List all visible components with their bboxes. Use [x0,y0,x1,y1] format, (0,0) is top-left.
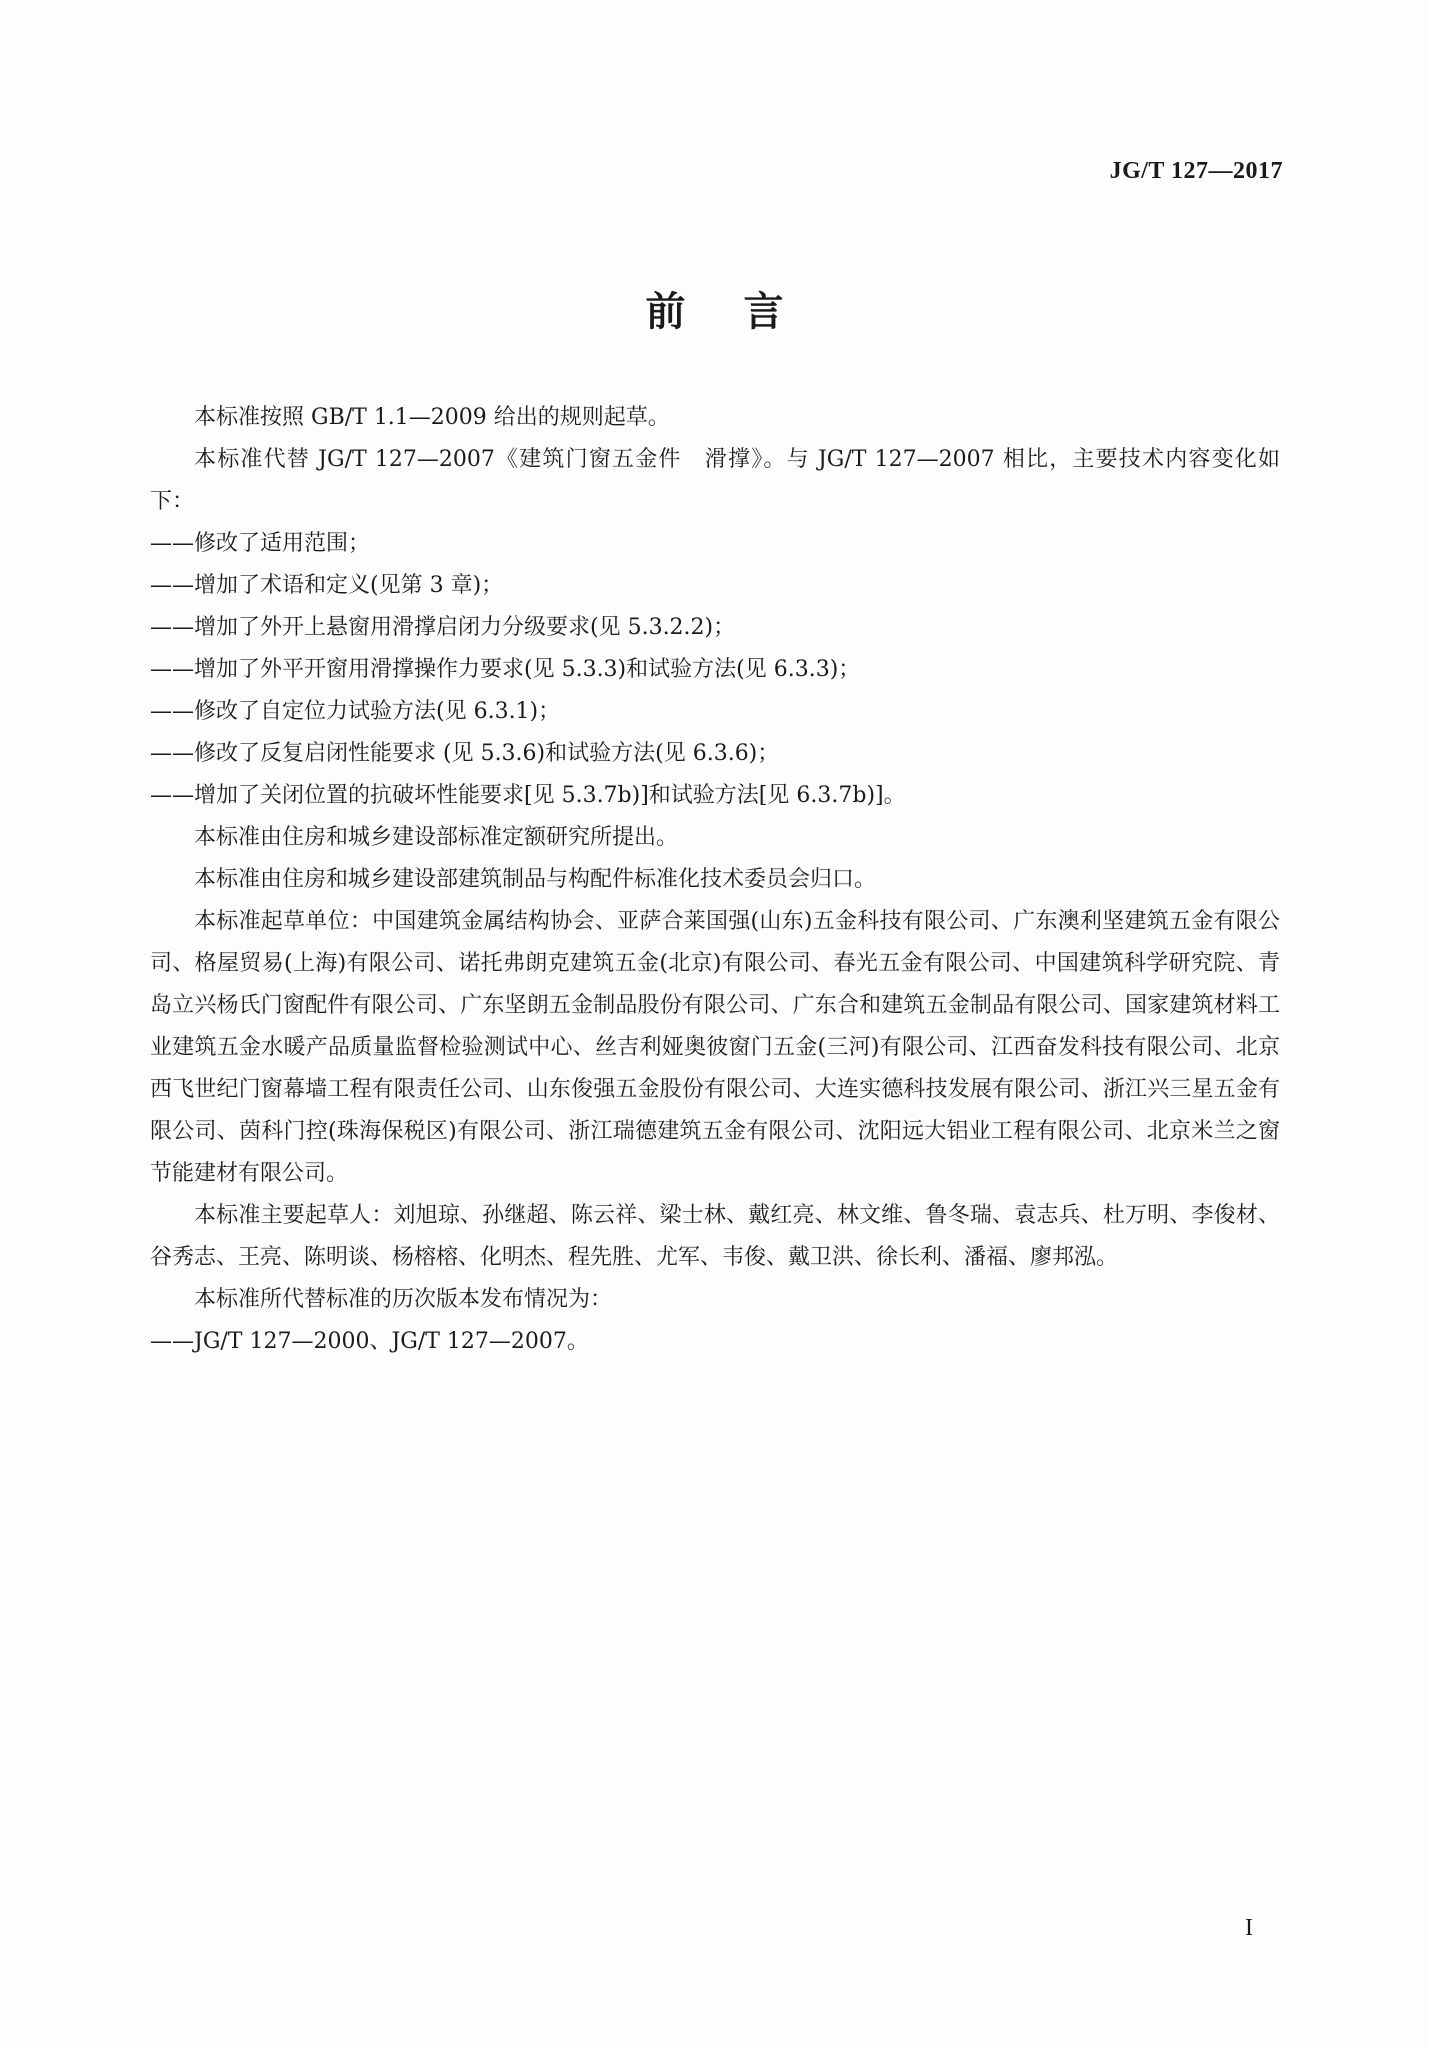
page-number: I [1245,1915,1253,1941]
change-item: ——修改了适用范围； [150,531,371,556]
standard-code: JG/T 127—2017 [1109,158,1283,184]
changes-list [150,523,1280,817]
change-item: ——增加了外平开窗用滑撑操作力要求(见 5.3.3)和试验方法(见 6.3.3)； [150,657,861,682]
administrator-paragraph: 本标准由住房和城乡建设部建筑制品与构配件标准化技术委员会归口。 [194,867,877,892]
history-intro-paragraph: 本标准所代替标准的历次版本发布情况为： [194,1287,613,1312]
change-item: ——修改了反复启闭性能要求 (见 5.3.6)和试验方法(见 6.3.6)； [150,741,780,766]
change-item: ——增加了关闭位置的抗破坏性能要求[见 5.3.7b)]和试验方法[见 6.3.7b)]。 [150,783,906,808]
proposer-paragraph: 本标准由住房和城乡建设部标准定额研究所提出。 [194,825,679,850]
page-title: 前言 [645,289,842,335]
change-item: ——增加了外开上悬窗用滑撑启闭力分级要求(见 5.3.2.2)； [150,615,736,640]
history-versions-item: ——JG/T 127—2000、JG/T 127—2007。 [150,1329,589,1354]
document-body [150,397,1280,1363]
drafting-units-paragraph: 本标准起草单位：中国建筑金属结构协会、亚萨合莱国强(山东)五金科技有限公司、广东澳利坚建筑五金有限公司、格屋贸易(上海)有限公司、诺托弗朗克建筑五金(北京)有限公司、春光五金有限公司、中国建筑科学研究院、青岛立兴杨氏门窗配件有限公司、广东坚朗五金制品股份有限公司、广东合和建筑五金制品有限公司、国家建筑材料工业建筑五金水暖产品质量监督检验测试中心、丝吉利娅奥彼窗门五金(三河)有限公司、江西奋发科技有限公司、北京西飞世纪门窗幕墙工程有限责任公司、山东俊强五金股份有限公司、大连实德科技发展有限公司、浙江兴三星五金有限公司、茵科门控(珠海保税区)有限公司、浙江瑞德建筑五金有限公司、沈阳远大铝业工程有限公司、北京米兰之窗节能建材有限公司。 [150,909,1280,1186]
change-item: ——修改了自定位力试验方法(见 6.3.1)； [150,699,561,724]
replacement-paragraph: 本标准代替 JG/T 127—2007《建筑门窗五金件 滑撑》。与 JG/T 127—2007 相比，主要技术内容变化如下： [150,447,1280,514]
drafters-paragraph: 本标准主要起草人：刘旭琼、孙继超、陈云祥、梁士林、戴红亮、林文维、鲁冬瑞、袁志兵、杜万明、李俊材、谷秀志、王亮、陈明谈、杨榕榕、化明杰、程先胜、尤军、韦俊、戴卫洪、徐长利、潘福、廖邦泓。 [150,1203,1280,1270]
drafting-rule-paragraph: 本标准按照 GB/T 1.1—2009 给出的规则起草。 [194,405,670,430]
change-item: ——增加了术语和定义(见第 3 章)； [150,573,504,598]
